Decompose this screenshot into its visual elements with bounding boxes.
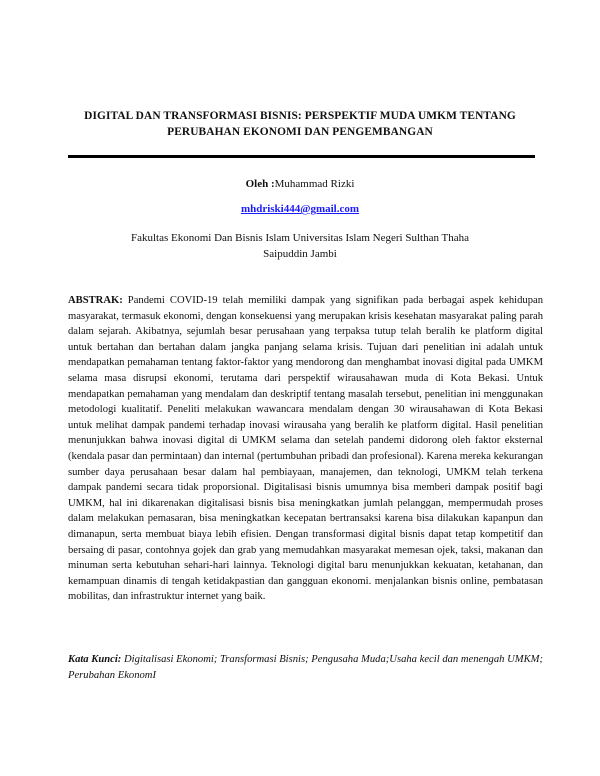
abstract-text: Pandemi COVID-19 telah memiliki dampak yang signifikan pada berbagai aspek kehidupan masyarakat, termasuk ekonomi, dengan konsekuensi yang merupakan krisis kesehatan masyarakat paling parah dalam sejarah. Akibatnya, sejumlah besar perusahaan yang terpaksa tutup telah beralih ke platform digital untuk bertahan dan bertahan dalam jangka panjang selama krisis. Tujuan dari penelitian ini adalah untuk mendapatkan pemahaman tentang faktor-faktor yang mendorong dan menghambat inovasi digital pada UMKM selama masa disrupsi ekonomi, terutama dari perspektif wirausahawan muda di Kota Bekasi. Untuk mendapatkan pemahaman yang mendalam dan deskriptif tentang masalah tersebut, penelitian ini menggunakan metodologi kualitatif. Peneliti melakukan wawancara mendalam dengan 30 wirausahawan di Kota Bekasi untuk melihat dampak pandemi terhadap inovasi wirausaha yang beralih ke platform digital. Hasil penelitian menunjukkan bahwa inovasi digital di UMKM selama dan setelah pandemi didorong oleh faktor eksternal (kendala pasar dan permintaan) dan internal (pertumbuhan pribadi dan profesional). Karena mereka kekurangan sumber daya perusahaan besar dalam hal pembiayaan, manajemen, dan teknologi, UMKM telah terkena dampak pandemi secara tidak proporsional. Digitalisasi bisnis umumnya bisa memberi dampak positif bagi UMKM, hal ini dikarenakan digitalisasi bisnis bisa meningkatkan jumlah pelanggan, mempermudah proses dalam melakukan pemasaran, bisa meningkatkan kecepatan bertransaksi karena bisa dilakukan kapanpun dan dimanapun, serta membuat biaya lebih efisien. Dengan transformasi digital bisnis dapat tetap kompetitif dan bersaing di pasar, contohnya gojek dan grab yang memudahkan masyarakat memesan ojek, taksi, makanan dan minuman serta kebutuhan sehari-hari lainnya. Teknologi digital baru menunjukkan kekuatan, ketahanan, dan kemampuan dinamis di tengah ketidakpastian dan gangguan ekonomi. menjalankan bisnis online, pembatasan mobilitas, dan infrastruktur internet yang baik.: [68, 295, 543, 603]
keywords-paragraph: [68, 652, 543, 683]
author-name: Muhammad Rizki: [274, 178, 355, 190]
author-line: [0, 178, 600, 190]
author-label: Oleh :: [245, 178, 275, 190]
paper-title: [70, 108, 530, 140]
keywords-label: Kata Kunci:: [68, 654, 122, 665]
affiliation-line-1: Fakultas Ekonomi Dan Bisnis Islam Universitas Islam Negeri Sulthan Thaha: [131, 232, 469, 244]
author-email-link[interactable]: mhdriski444@gmail.com: [240, 203, 360, 215]
affiliation: [0, 230, 600, 262]
abstract-label: ABSTRAK:: [68, 295, 123, 306]
title-divider: [68, 155, 535, 158]
keywords-text: Digitalisasi Ekonomi; Transformasi Bisnis; Pengusaha Muda;Usaha kecil dan menengah UMKM; Perubahan EkonomI: [68, 654, 543, 681]
affiliation-line-2: Saipuddin Jambi: [263, 248, 337, 260]
title-line-2: PERUBAHAN EKONOMI DAN PENGEMBANGAN: [167, 126, 433, 138]
title-line-1: DIGITAL DAN TRANSFORMASI BISNIS: PERSPEKTIF MUDA UMKM TENTANG: [84, 110, 516, 122]
abstract-paragraph: [68, 293, 543, 605]
